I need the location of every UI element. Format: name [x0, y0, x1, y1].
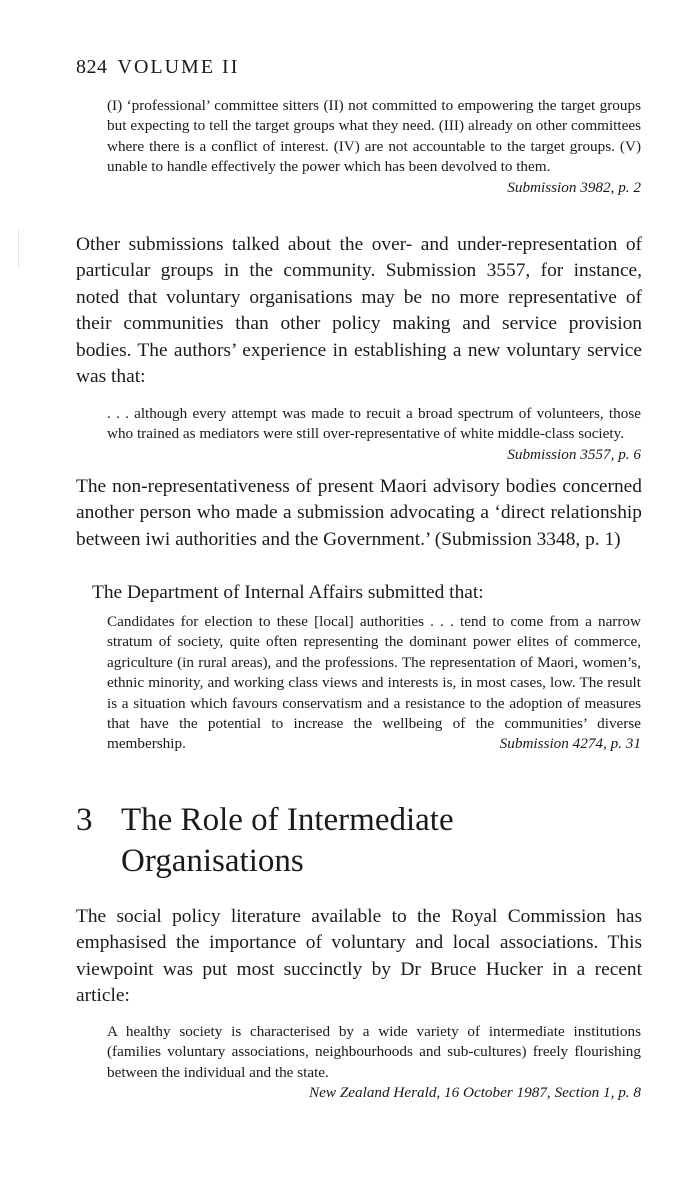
- quote-citation: Submission 3982, p. 2: [507, 178, 641, 196]
- section-number: 3: [76, 802, 93, 838]
- block-quote-1: [107, 96, 641, 198]
- block-quote-2: [107, 404, 641, 465]
- body-paragraph-2: The non-representativeness of present Maori advisory bodies concerned another person who made a submission advocating a ‘direct relationship between iwi authorities and the Government.’ (Submission 3348, p. 1): [76, 476, 642, 550]
- body-paragraph-4: The social policy literature available to the Royal Commission has emphasised the importance of voluntary and local associations. This viewpoint was put most succinctly by Dr Bruce Hucker in a recent article:: [76, 906, 642, 1007]
- margin-rule: [18, 230, 19, 268]
- section-title: The Role of Intermediate Organisations: [121, 802, 454, 879]
- quote-citation: New Zealand Herald, 16 October 1987, Section 1, p. 8: [309, 1084, 641, 1102]
- quote-text: . . . although every attempt was made to recuit a broad spectrum of volunteers, those who trained as mediators were still over-representative of white middle-class society.: [107, 405, 641, 443]
- body-paragraph-3: The Department of Internal Affairs submitted that:: [92, 582, 484, 603]
- block-quote-4: [107, 1022, 641, 1104]
- volume-label: VOLUME II: [117, 56, 240, 78]
- block-quote-3: [107, 612, 641, 755]
- page-number: 824: [76, 56, 108, 78]
- body-paragraph-1: Other submissions talked about the over- and under-representation of particular groups in the community. Submission 3557, for instance, noted that voluntary organisations may be no more representative of their communities than other policy making and service provision bodies. The authors’ experience in establishing a new voluntary service was that:: [76, 234, 642, 388]
- quote-text: Candidates for election to these [local] authorities . . . tend to come from a narrow stratum of society, quite often representing the dominant power elites of commerce, agriculture (in rural areas), and the professions. The representation of Maori, women’s, ethnic minority, and working class views and interests is, in most cases, low. The result is a situation which favours conservatism and a resistance to the adoption of measures that have the potential to increase the wellbeing of the communities’ diverse membership.: [107, 613, 641, 753]
- quote-text: A healthy society is characterised by a wide variety of intermediate institutions (families voluntary associations, neighbourhoods and sub-cultures) freely flourishing between the individual and the state.: [107, 1023, 641, 1081]
- quote-citation: Submission 3557, p. 6: [507, 445, 641, 463]
- quote-text: (I) ‘professional’ committee sitters (II) not committed to empowering the target groups but expecting to tell the target groups what they need. (III) already on other committees where there is a conflict of interest. (IV) are not accountable to the target groups. (V) unable to handle effectively the power which has been devolved to them.: [107, 97, 641, 176]
- quote-citation: Submission 4274, p. 31: [499, 735, 641, 753]
- running-head: [76, 56, 239, 79]
